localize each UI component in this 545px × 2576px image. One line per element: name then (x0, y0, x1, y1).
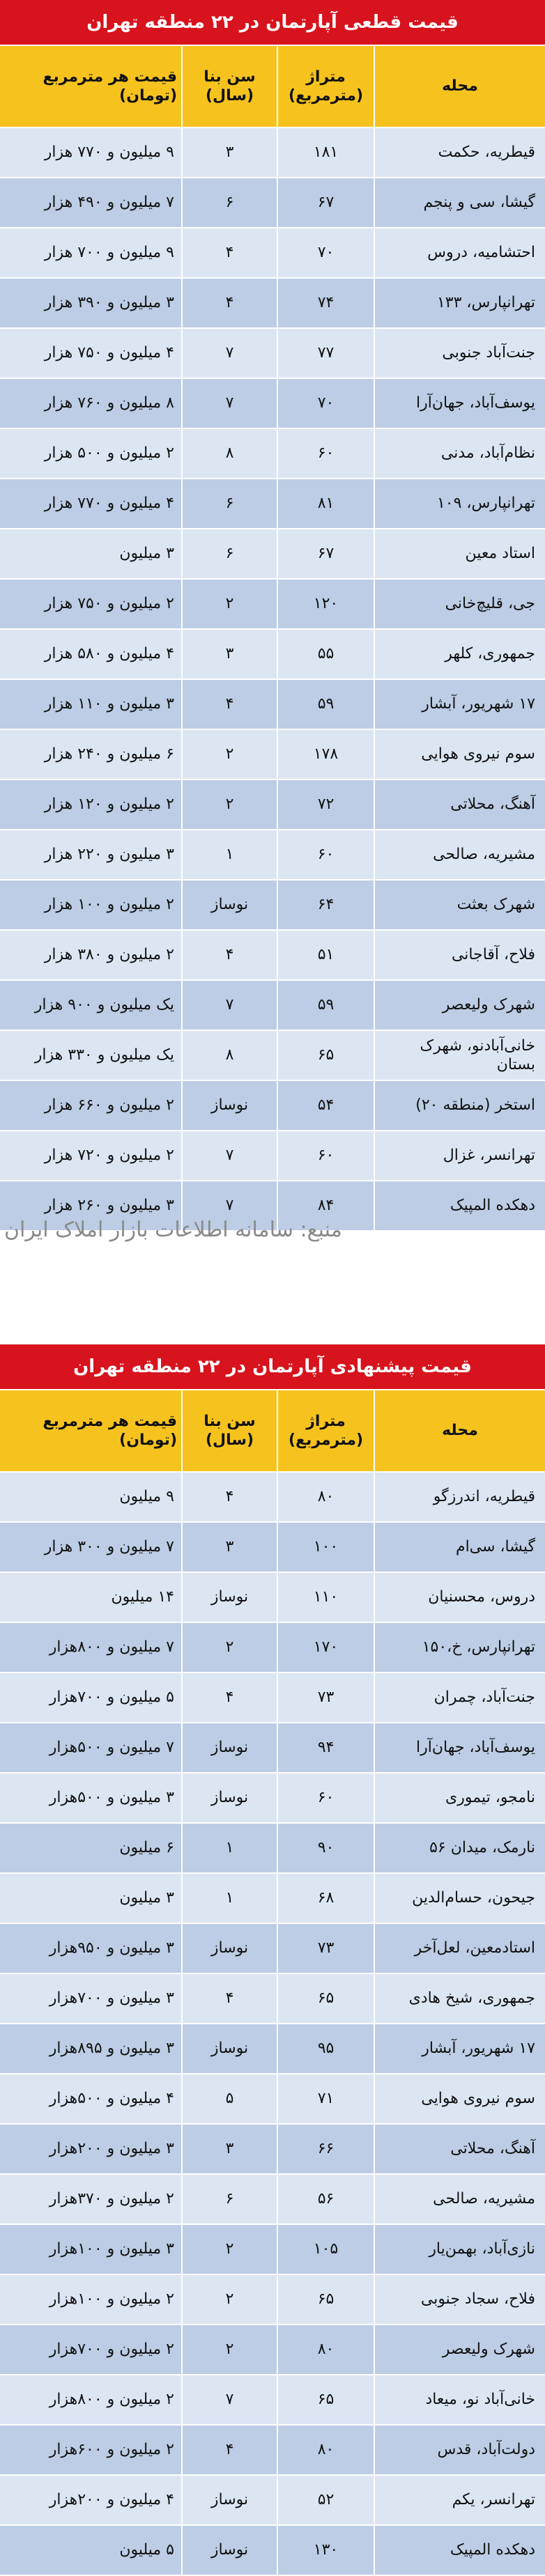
cell-area: ۹۴ (277, 1723, 374, 1772)
table-row (0, 931, 545, 981)
cell-area: ۶۵ (277, 2275, 374, 2324)
cell-area: ۸۱ (277, 479, 374, 528)
cell-building-age: ۷ (181, 329, 277, 378)
cell-area: ۶۰ (277, 1774, 374, 1822)
cell-neighborhood: گیشا، سی‌ام (374, 1523, 545, 1572)
cell-neighborhood: خانی‌آباد‌نو، شهرک بستان (374, 1031, 545, 1080)
cell-neighborhood: مشیریه، صالحی (374, 830, 545, 879)
table-row (0, 379, 545, 429)
cell-neighborhood: استاد معین (374, 529, 545, 578)
table-title: قیمت قطعی آپارتمان در ۲۲ منطقه تهران (0, 0, 545, 46)
cell-price: ۸ میلیون و ۷۶۰ هزار (44, 394, 174, 412)
cell-area: ۷۰ (277, 228, 374, 277)
cell-price: ۷ میلیون و ۳۰۰ هزار (44, 1538, 174, 1556)
cell-neighborhood: تهرانپارس، ۱۰۹ (374, 479, 545, 528)
cell-neighborhood: شهرک ولیعصر (374, 2325, 545, 2374)
header-area: متراژ (مترمربع) (277, 1390, 374, 1471)
cell-building-age: نوساز (181, 1924, 277, 1973)
source-note: منبع: سامانه اطلاعات بازار املاک ایران (4, 1218, 342, 1242)
cell-price: ۹ میلیون (119, 1488, 174, 1506)
cell-area: ۱۳۰ (277, 2526, 374, 2575)
cell-price: ۲ میلیون و ۶۰۰هزار (49, 2441, 174, 2459)
table-row (0, 830, 545, 880)
cell-neighborhood: جیحون، حسام‌الدین (374, 1874, 545, 1923)
cell-building-age: ۷ (181, 981, 277, 1030)
cell-price: ۲ میلیون و ۵۰۰ هزار (44, 444, 174, 463)
cell-building-age: ۶ (181, 529, 277, 578)
cell-price: ۲ میلیون و ۱۰۰هزار (49, 2290, 174, 2309)
cell-building-age: ۷ (181, 1181, 277, 1230)
cell-neighborhood: جمهوری، کلهر (374, 630, 545, 678)
cell-price: ۶ میلیون و ۲۴۰ هزار (44, 745, 174, 763)
cell-neighborhood: سوم نیروی هوایی (374, 730, 545, 779)
cell-neighborhood: جمهوری، شیخ هادی (374, 1974, 545, 2023)
cell-neighborhood: احتشامیه، دروس (374, 228, 545, 277)
cell-building-age: ۴ (181, 279, 277, 327)
cell-building-age: ۷ (181, 379, 277, 428)
cell-area: ۱۰۵ (277, 2225, 374, 2274)
cell-price: ۳ میلیون و ۹۵۰هزار (49, 1939, 174, 1957)
cell-area: ۶۵ (277, 1974, 374, 2023)
cell-neighborhood: قیطریه، اندرزگو (374, 1473, 545, 1521)
cell-neighborhood: تهرانسر، یکم (374, 2476, 545, 2524)
cell-price: ۹ میلیون و ۷۰۰ هزار (44, 244, 174, 262)
header-area: متراژ (مترمربع) (277, 46, 374, 127)
table-row (0, 1131, 545, 1181)
cell-neighborhood: جی، قلیچ‌خانی (374, 580, 545, 628)
table-row (0, 529, 545, 580)
cell-area: ۷۰ (277, 379, 374, 428)
cell-neighborhood: استادمعین، لعل‌آخر (374, 1924, 545, 1973)
table-header-row (0, 46, 545, 128)
table-row (0, 2526, 545, 2576)
cell-building-age: ۲ (181, 580, 277, 628)
cell-building-age: ۳ (181, 1523, 277, 1572)
cell-price: ۹ میلیون و ۷۷۰ هزار (44, 143, 174, 162)
cell-neighborhood: جنت‌آباد جنوبی (374, 329, 545, 378)
table-header-row (0, 1390, 545, 1473)
cell-building-age: نوساز (181, 1081, 277, 1130)
cell-neighborhood: نارمک، میدان ۵۶ (374, 1824, 545, 1872)
cell-price: ۳ میلیون و ۷۰۰هزار (49, 1989, 174, 2008)
cell-area: ۵۵ (277, 630, 374, 678)
table-row (0, 1673, 545, 1723)
table-row (0, 2225, 545, 2275)
cell-neighborhood: تهرانپارس، خ،۱۵۰ (374, 1623, 545, 1672)
cell-area: ۸۴ (277, 1181, 374, 1230)
table-body (0, 1473, 545, 2576)
cell-neighborhood: شهرک ولیعصر (374, 981, 545, 1030)
cell-building-age: ۳ (181, 630, 277, 678)
cell-neighborhood: نامجو، تیموری (374, 1774, 545, 1822)
table-row (0, 880, 545, 931)
table-row (0, 680, 545, 730)
table-row (0, 730, 545, 780)
table-row (0, 2325, 545, 2375)
cell-building-age: ۷ (181, 1131, 277, 1180)
header-neighborhood: محله (374, 1390, 545, 1471)
table-title: قیمت پیشنهادی آپارتمان در ۲۲ منطقه تهران (0, 1344, 545, 1390)
cell-neighborhood: قیطریه، حکمت (374, 128, 545, 177)
cell-neighborhood: دروس، محسنیان (374, 1573, 545, 1622)
cell-building-age: ۳ (181, 2125, 277, 2173)
cell-price: ۲ میلیون و ۷۵۰ هزار (44, 595, 174, 613)
cell-price: ۲ میلیون و ۳۷۰هزار (49, 2190, 174, 2208)
cell-area: ۱۰۰ (277, 1523, 374, 1572)
cell-neighborhood: مشیریه، صالحی (374, 2175, 545, 2224)
header-building-age: سن بنا (سال) (181, 1390, 277, 1471)
cell-price: ۲ میلیون و ۳۸۰ هزار (44, 946, 174, 964)
cell-neighborhood: گیشا، سی و پنجم (374, 178, 545, 227)
cell-price: ۲ میلیون و ۶۶۰ هزار (44, 1096, 174, 1115)
cell-price: ۴ میلیون و ۵۸۰ هزار (44, 645, 174, 663)
cell-price: ۷ میلیون و ۴۹۰ هزار (44, 194, 174, 212)
cell-area: ۵۹ (277, 981, 374, 1030)
cell-building-age: ۲ (181, 730, 277, 779)
cell-neighborhood: فلاح، سجاد جنوبی (374, 2275, 545, 2324)
cell-building-age: ۷ (181, 2375, 277, 2424)
cell-neighborhood: تهرانسر، غزال (374, 1131, 545, 1180)
cell-area: ۱۱۰ (277, 1573, 374, 1622)
cell-neighborhood: جنت‌آباد، چمران (374, 1673, 545, 1722)
cell-neighborhood: دهکده المپیک (374, 2526, 545, 2575)
table-row (0, 780, 545, 830)
table-row (0, 1573, 545, 1623)
cell-price: ۷ میلیون و ۸۰۰هزار (49, 1638, 174, 1656)
table-row (0, 580, 545, 630)
cell-building-age: ۶ (181, 2175, 277, 2224)
cell-building-age: نوساز (181, 2024, 277, 2073)
table-row (0, 2024, 545, 2074)
cell-area: ۵۲ (277, 2476, 374, 2524)
cell-building-age: ۲ (181, 2325, 277, 2374)
cell-building-age: ۴ (181, 1974, 277, 2023)
cell-price: ۳ میلیون و ۸۹۵هزار (49, 2040, 174, 2058)
header-neighborhood: محله (374, 46, 545, 127)
cell-building-age: نوساز (181, 1573, 277, 1622)
cell-price: ۲ میلیون و ۷۰۰هزار (49, 2341, 174, 2359)
cell-neighborhood: خانی‌آباد نو، میعاد (374, 2375, 545, 2424)
cell-area: ۱۷۸ (277, 730, 374, 779)
table-row (0, 1824, 545, 1874)
cell-price: ۵ میلیون و ۷۰۰هزار (49, 1689, 174, 1707)
cell-neighborhood: آهنگ، محلاتی (374, 2125, 545, 2173)
cell-price: ۱۴ میلیون (111, 1588, 174, 1606)
cell-area: ۶۶ (277, 2125, 374, 2173)
cell-building-age: ۳ (181, 128, 277, 177)
cell-building-age: ۵ (181, 2074, 277, 2123)
table-row (0, 1974, 545, 2024)
cell-area: ۸۰ (277, 1473, 374, 1521)
cell-area: ۹۵ (277, 2024, 374, 2073)
cell-price: ۳ میلیون و ۲۲۰ هزار (44, 846, 174, 864)
table-row (0, 1723, 545, 1774)
cell-building-age: نوساز (181, 1774, 277, 1822)
cell-building-age: ۶ (181, 178, 277, 227)
cell-building-age: ۲ (181, 1623, 277, 1672)
cell-price: ۲ میلیون و ۸۰۰هزار (49, 2391, 174, 2409)
cell-building-age: ۴ (181, 931, 277, 979)
cell-area: ۶۰ (277, 830, 374, 879)
cell-area: ۱۸۱ (277, 128, 374, 177)
table-row (0, 1924, 545, 1974)
table-row (0, 279, 545, 329)
cell-area: ۸۰ (277, 2325, 374, 2374)
cell-area: ۶۰ (277, 1131, 374, 1180)
cell-price: ۴ میلیون و ۷۵۰ هزار (44, 344, 174, 362)
table-row (0, 1473, 545, 1523)
header-building-age: سن بنا (سال) (181, 46, 277, 127)
table-row (0, 2125, 545, 2175)
cell-area: ۷۳ (277, 1673, 374, 1722)
cell-neighborhood: دولت‌آباد، قدس (374, 2426, 545, 2474)
header-price-per-meter: قیمت هر مترمربع (تومان) (43, 1412, 177, 1449)
cell-area: ۶۵ (277, 1031, 374, 1080)
cell-neighborhood: نظام‌آباد، مدنی (374, 429, 545, 478)
table-row (0, 2275, 545, 2325)
cell-area: ۹۰ (277, 1824, 374, 1872)
cell-building-age: ۴ (181, 1473, 277, 1521)
table-row (0, 178, 545, 228)
table-row (0, 2476, 545, 2526)
cell-area: ۷۳ (277, 1924, 374, 1973)
cell-area: ۵۶ (277, 2175, 374, 2224)
cell-neighborhood: شهرک بعثت (374, 880, 545, 929)
cell-area: ۵۱ (277, 931, 374, 979)
cell-price: ۶ میلیون (119, 1839, 174, 1857)
table-row (0, 228, 545, 279)
final-price-table (0, 0, 545, 1232)
table-row (0, 1081, 545, 1131)
cell-area: ۶۵ (277, 2375, 374, 2424)
cell-building-age: ۶ (181, 479, 277, 528)
cell-price: یک میلیون و ۹۰۰ هزار (34, 996, 174, 1014)
cell-price: ۲ میلیون و ۷۲۰ هزار (44, 1147, 174, 1165)
cell-building-age: نوساز (181, 880, 277, 929)
cell-neighborhood: ۱۷ شهریور، آبشار (374, 680, 545, 729)
cell-neighborhood: استخر (منطقه ۲۰) (374, 1081, 545, 1130)
table-row (0, 128, 545, 178)
table-row (0, 981, 545, 1031)
table-row (0, 1874, 545, 1924)
cell-area: ۷۴ (277, 279, 374, 327)
cell-building-age: ۸ (181, 1031, 277, 1080)
cell-area: ۶۷ (277, 178, 374, 227)
cell-building-age: ۲ (181, 2275, 277, 2324)
cell-price: ۴ میلیون و ۲۰۰هزار (49, 2491, 174, 2509)
cell-neighborhood: یوسف‌آباد، جهان‌آرا (374, 379, 545, 428)
cell-building-age: ۱ (181, 1824, 277, 1872)
cell-building-age: ۲ (181, 2225, 277, 2274)
cell-area: ۶۰ (277, 429, 374, 478)
table-row (0, 1523, 545, 1573)
table-row (0, 2074, 545, 2125)
cell-price: ۳ میلیون و ۳۹۰ هزار (44, 294, 174, 312)
cell-price: ۴ میلیون و ۵۰۰هزار (49, 2090, 174, 2108)
table-row (0, 2175, 545, 2225)
cell-price: ۳ میلیون (119, 545, 174, 563)
header-price-per-meter: قیمت هر مترمربع (تومان) (43, 68, 177, 104)
cell-building-age: ۴ (181, 228, 277, 277)
cell-building-age: ۱ (181, 1874, 277, 1923)
cell-price: ۲ میلیون و ۱۲۰ هزار (44, 796, 174, 814)
table-row (0, 1774, 545, 1824)
cell-price: ۳ میلیون و ۵۰۰هزار (49, 1789, 174, 1807)
cell-neighborhood: سوم نیروی هوایی (374, 2074, 545, 2123)
cell-price: ۴ میلیون و ۷۷۰ هزار (44, 495, 174, 513)
cell-neighborhood: ۱۷ شهریور، آبشار (374, 2024, 545, 2073)
cell-neighborhood: آهنگ، محلاتی (374, 780, 545, 829)
cell-area: ۸۰ (277, 2426, 374, 2474)
cell-building-age: ۴ (181, 2426, 277, 2474)
cell-building-age: ۸ (181, 429, 277, 478)
cell-building-age: ۴ (181, 680, 277, 729)
cell-price: ۳ میلیون و ۱۰۰هزار (49, 2240, 174, 2258)
cell-building-age: نوساز (181, 1723, 277, 1772)
cell-area: ۷۲ (277, 780, 374, 829)
cell-neighborhood: نازی‌آباد، بهمن‌یار (374, 2225, 545, 2274)
cell-price: ۲ میلیون و ۱۰۰ هزار (44, 896, 174, 914)
cell-area: ۷۷ (277, 329, 374, 378)
cell-price: ۳ میلیون (119, 1889, 174, 1907)
table-row (0, 2426, 545, 2476)
cell-area: ۶۷ (277, 529, 374, 578)
asking-price-table (0, 1344, 545, 2576)
cell-area: ۱۲۰ (277, 580, 374, 628)
cell-building-age: نوساز (181, 2476, 277, 2524)
cell-neighborhood: فلاح، آقاجانی (374, 931, 545, 979)
cell-neighborhood: دهکده المپیک (374, 1181, 545, 1230)
cell-area: ۵۴ (277, 1081, 374, 1130)
cell-building-age: ۱ (181, 830, 277, 879)
cell-neighborhood: یوسف‌آباد، جهان‌آرا (374, 1723, 545, 1772)
cell-area: ۵۹ (277, 680, 374, 729)
cell-neighborhood: تهرانپارس، ۱۳۳ (374, 279, 545, 327)
cell-building-age: ۲ (181, 780, 277, 829)
table-row (0, 1031, 545, 1081)
cell-building-age: ۴ (181, 1673, 277, 1722)
cell-building-age: نوساز (181, 2526, 277, 2575)
cell-price: ۳ میلیون و ۲۰۰هزار (49, 2140, 174, 2158)
cell-price: ۳ میلیون و ۱۱۰ هزار (44, 695, 174, 713)
cell-price: ۵ میلیون (119, 2541, 174, 2559)
table-row (0, 329, 545, 379)
cell-price: ۳ میلیون و ۲۶۰ هزار (44, 1197, 174, 1215)
cell-area: ۱۷۰ (277, 1623, 374, 1672)
cell-price: یک میلیون و ۳۳۰ هزار (34, 1046, 174, 1064)
table-row (0, 429, 545, 479)
cell-area: ۷۱ (277, 2074, 374, 2123)
table-row (0, 630, 545, 680)
cell-area: ۶۴ (277, 880, 374, 929)
table-row (0, 479, 545, 529)
table-row (0, 1623, 545, 1673)
cell-area: ۶۸ (277, 1874, 374, 1923)
table-row (0, 2375, 545, 2426)
table-body (0, 128, 545, 1232)
cell-price: ۷ میلیون و ۵۰۰هزار (49, 1739, 174, 1757)
